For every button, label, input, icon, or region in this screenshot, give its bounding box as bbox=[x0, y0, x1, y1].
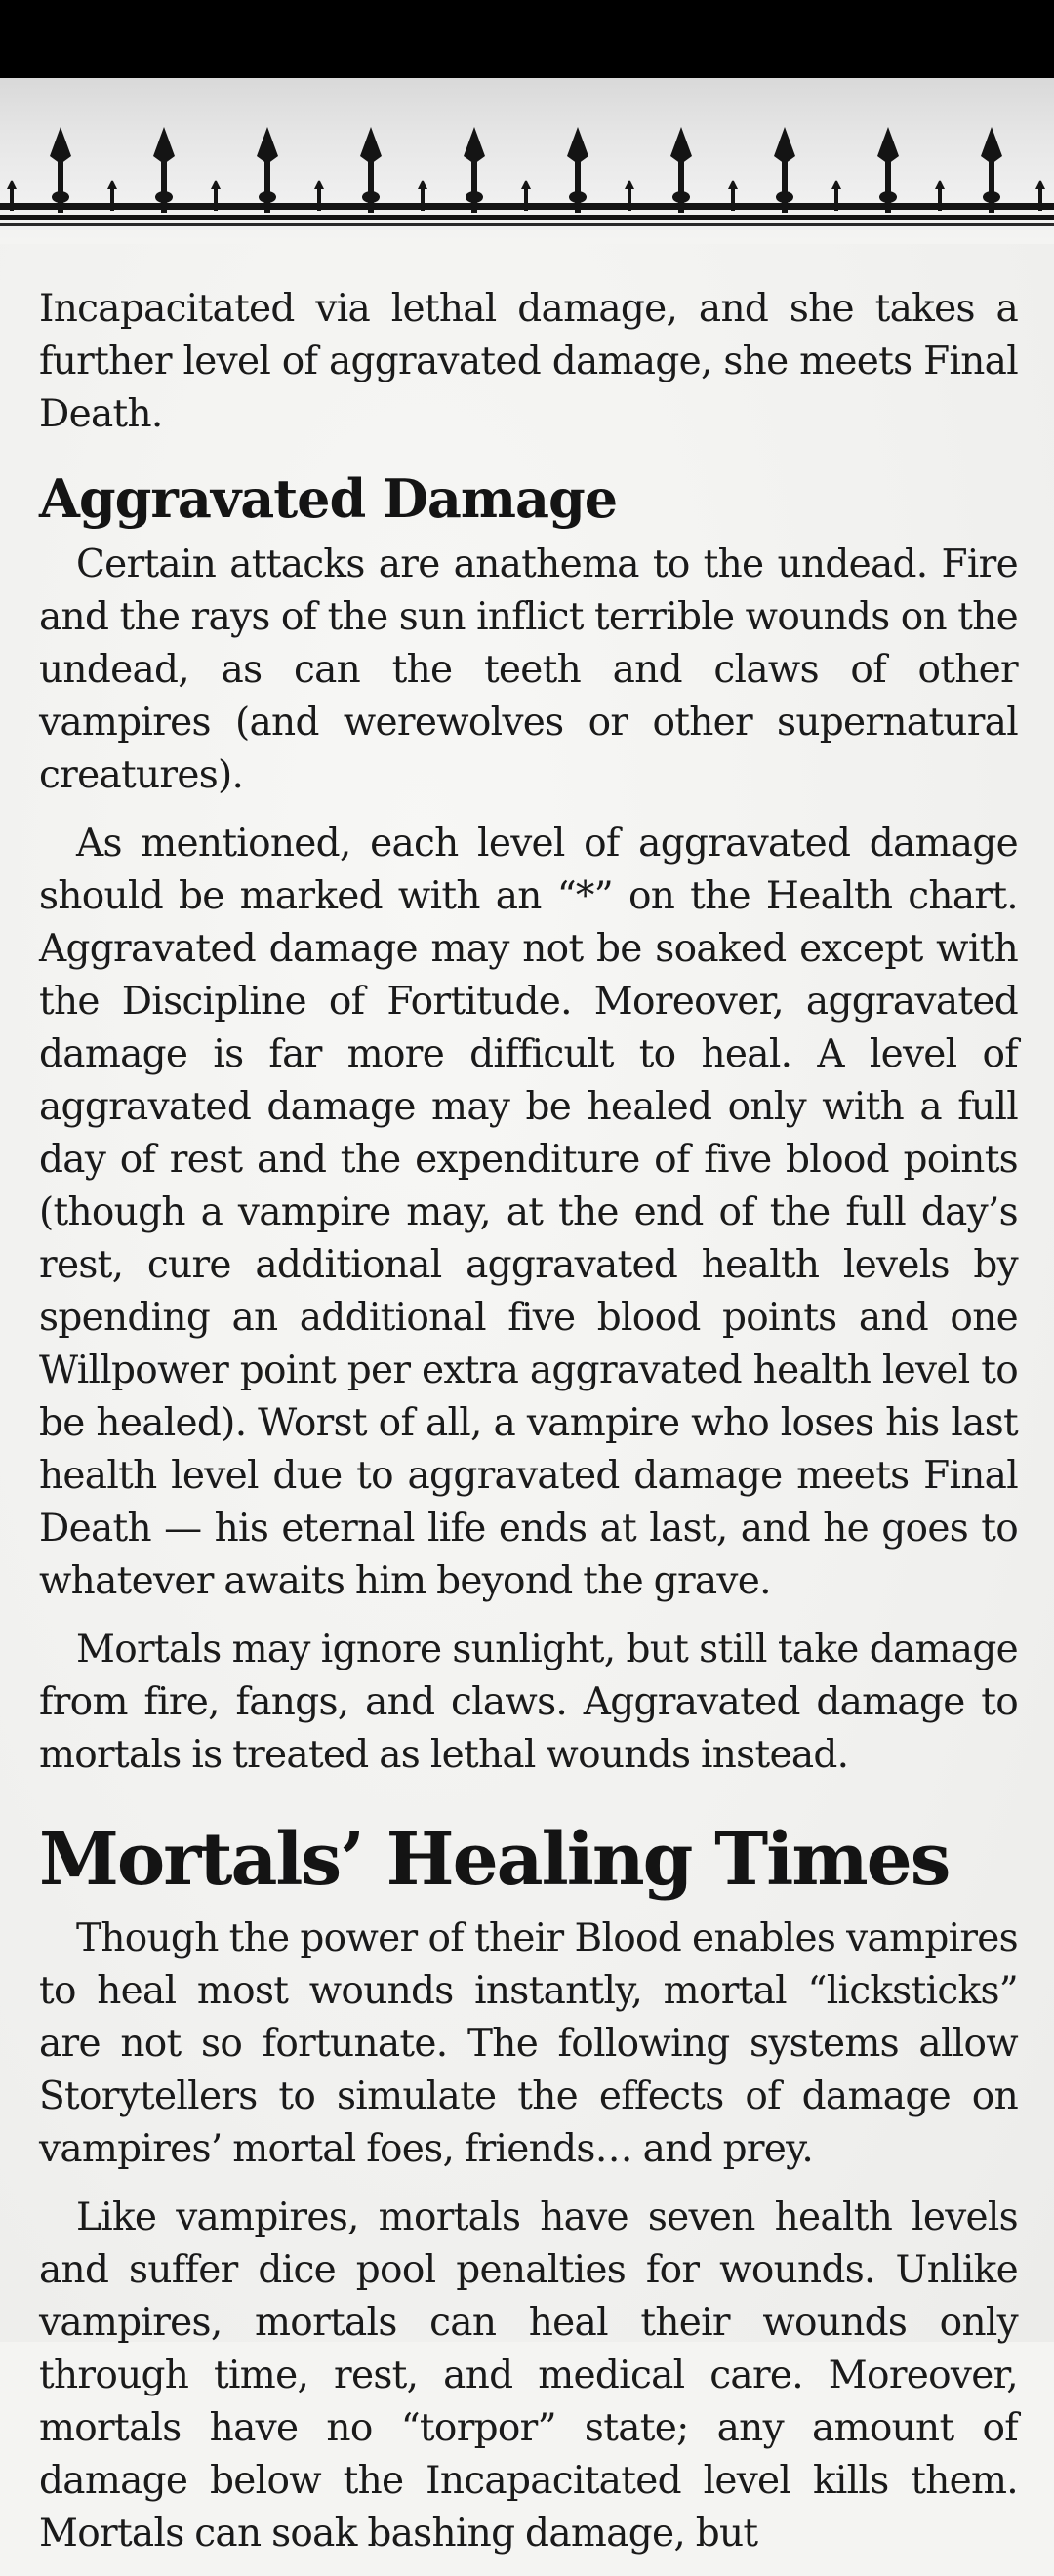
intro-paragraph: Incapacitated via lethal damage, and she takes a further level of aggravated damage, she meets Final Death. bbox=[39, 287, 1018, 436]
healing-paragraph-1: Though the power of their Blood enables vampires to heal most wounds instantly, mortal “licksticks” are not so fortunate. The following systems allow Storytellers to simulate the effects of damage on vampires’ mortal foes, friends… and prey. bbox=[39, 1916, 1018, 2171]
iron-fence-header bbox=[0, 78, 1054, 244]
document-page bbox=[0, 244, 1054, 2556]
aggravated-damage-heading: Aggravated Damage bbox=[39, 467, 618, 530]
healing-paragraph-2: Like vampires, mortals have seven health levels and suffer dice pool penalties for wounds. Unlike vampires, mortals can heal their wounds only through time, rest, and medical care. Moreover, mortals have no “torpor” state; any amount of damage below the Incapacitated level kills them. Mortals can soak bashing damage, but bbox=[39, 2195, 1018, 2556]
mortals-healing-times-heading: Mortals’ Healing Times bbox=[39, 1818, 950, 1902]
aggravated-paragraph-1: Certain attacks are anathema to the undead. Fire and the rays of the sun inflict terrible wounds on the undead, as can the teeth and claws of other vampires (and werewolves or other supernatural creatures). bbox=[39, 543, 1018, 797]
page-content bbox=[39, 283, 1018, 2576]
aggravated-paragraph-2: As mentioned, each level of aggravated damage should be marked with an “*” on the Health chart. Aggravated damage may not be soaked except with the Discipline of Fortitude. Moreover, aggravated damage is far more difficult to heal. A level of aggravated damage may be healed only with a full day of rest and the expenditure of five blood points (though a vampire may, at the end of the full day’s rest, cure additional aggravated health levels by spending an additional five blood points and one Willpower point per extra aggravated health level to be healed). Worst of all, a vampire who loses his last health level due to aggravated damage meets Final Death — his eternal life ends at last, and he goes to whatever awaits him beyond the grave. bbox=[39, 822, 1018, 1603]
status-bar bbox=[0, 0, 1054, 78]
aggravated-paragraph-3: Mortals may ignore sunlight, but still take damage from fire, fangs, and claws. Aggravated damage to mortals is treated as lethal wounds instead. bbox=[39, 1628, 1018, 1777]
iron-fence-icon bbox=[0, 78, 1054, 244]
